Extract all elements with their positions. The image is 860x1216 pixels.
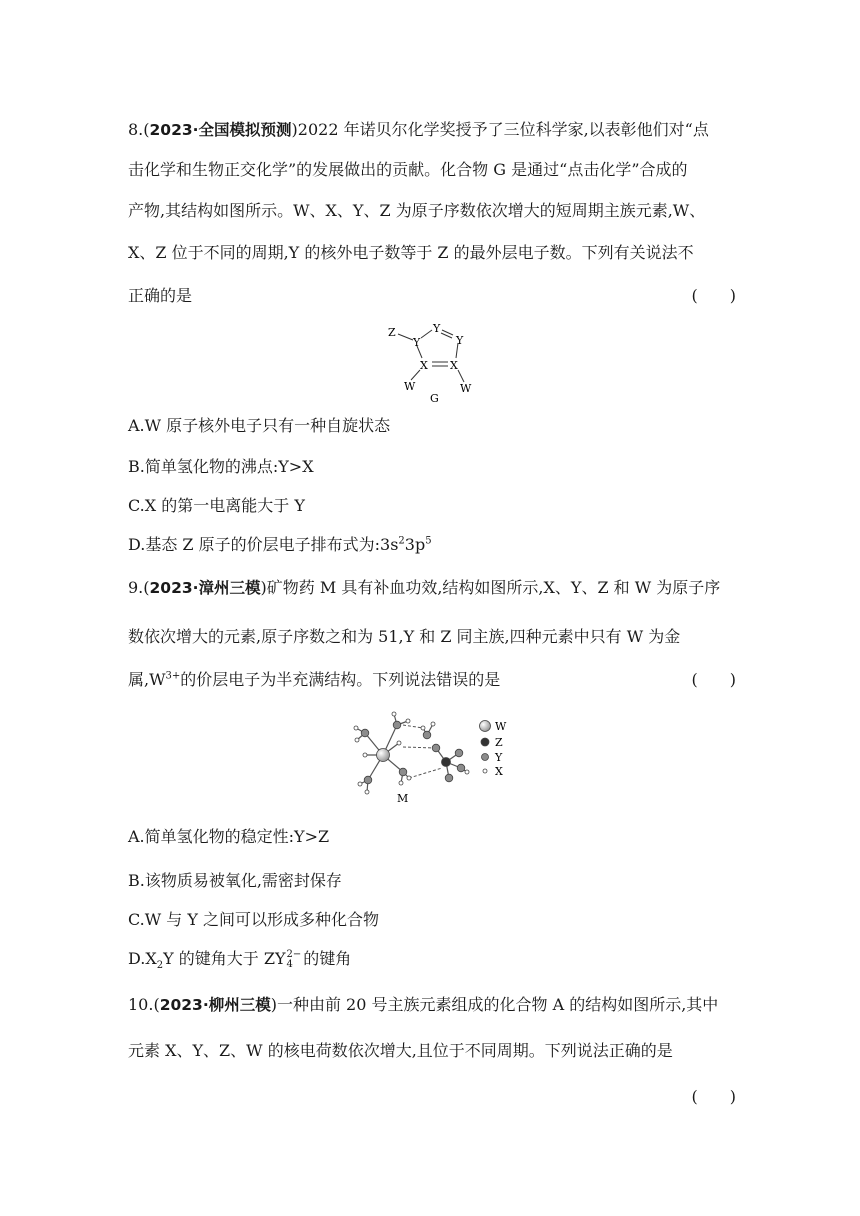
figure-label-m: M [397, 792, 409, 805]
atom-y-top: Y [433, 322, 441, 335]
atom-z: Z [388, 326, 396, 339]
q9-line-1: 9.(2023·漳州三模)矿物药 M 具有补血功效,结构如图所示,X、Y、Z 和 W 为原子序 [128, 578, 721, 597]
q8-source: 2023·全国模拟预测 [149, 121, 292, 139]
q10-line-1: 10.(2023·柳州三模)一种由前 20 号主族元素组成的化合物 A 的结构如图所示,其中 [128, 995, 719, 1014]
q8-line-1: 8.(2023·全国模拟预测)2022 年诺贝尔化学奖授予了三位科学家,以表彰他们对“点 [128, 120, 709, 139]
q8-option-a: A.W 原子核外电子只有一种自旋状态 [128, 416, 391, 435]
q8-answer-paren: ( ) [691, 286, 736, 305]
q9-option-d: $D.X_2Y$ 的键角大于 ZY 2− 4 的键角 [128, 948, 352, 972]
atom-w-right: W [460, 382, 472, 395]
q8-line-3: 产物,其结构如图所示。W、X、Y、Z 为原子序数依次增大的短周期主族元素,W、 [128, 201, 706, 220]
q8-structure-figure [380, 318, 480, 406]
atom-y-right: Y [456, 334, 464, 347]
q10-answer-paren: ( ) [691, 1087, 736, 1106]
q8-line-5: 正确的是 [128, 286, 193, 305]
q9-option-c: C.W 与 Y 之间可以形成多种化合物 [128, 910, 380, 929]
figure-label-g: G [430, 392, 439, 405]
atom-y-left: Y [413, 336, 421, 349]
q9-option-b: B.该物质易被氧化,需密封保存 [128, 871, 342, 890]
legend-y: Y [495, 751, 503, 764]
q9-source: 2023·漳州三模 [149, 579, 261, 597]
q10-line-2: 元素 X、Y、Z、W 的核电荷数依次增大,且位于不同周期。下列说法正确的是 [128, 1041, 673, 1060]
q8-option-b: B.简单氢化物的沸点:Y>X [128, 457, 314, 476]
q8-option-d: D.基态 Z 原子的价层电子排布式为$:3s^23p^5$ [128, 535, 432, 554]
legend-x: X [495, 765, 503, 778]
q8-line-4: X、Z 位于不同的周期,Y 的核外电子数等于 Z 的最外层电子数。下列有关说法不 [128, 243, 694, 262]
q9-sulfate-charge: 2− 4 [286, 948, 302, 970]
q9-line-3: 属$,W^{3+}$的价层电子为半充满结构。下列说法错误的是 [128, 670, 501, 689]
atom-x-left: X [420, 359, 428, 372]
q10-source: 2023·柳州三模 [159, 996, 271, 1014]
legend-w: W [495, 720, 507, 733]
q9-line-2: 数依次增大的元素,原子序数之和为 51,Y 和 Z 同主族,四种元素中只有 W 为金 [128, 627, 681, 646]
atom-w-left: W [404, 380, 416, 393]
legend-z: Z [495, 736, 503, 749]
q8-option-c: C.X 的第一电离能大于 Y [128, 496, 305, 515]
q8-line-2: 击化学和生物正交化学”的发展做出的贡献。化合物 G 是通过“点击化学”合成的 [128, 160, 688, 179]
q9-structure-figure [345, 708, 515, 808]
q9-option-a: A.简单氢化物的稳定性:Y>Z [128, 827, 330, 846]
q9-answer-paren: ( ) [691, 670, 736, 689]
atom-x-right: X [450, 359, 458, 372]
